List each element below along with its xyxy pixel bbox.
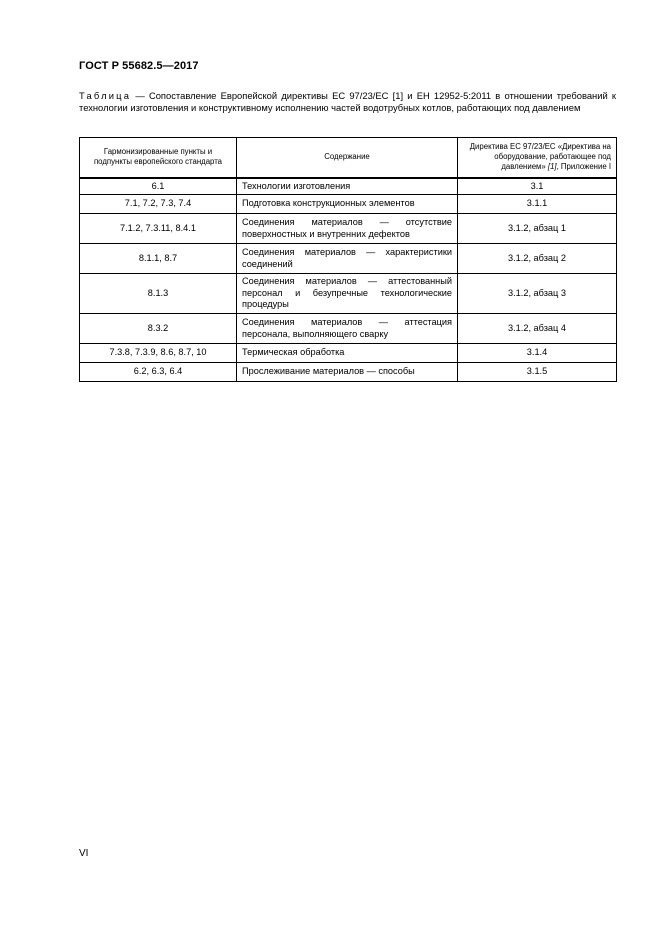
- table-row: [80, 363, 617, 382]
- cell-clauses: 8.3.2: [80, 314, 237, 344]
- directive-header-annex: , Приложение I: [556, 162, 611, 172]
- cell-clauses: 7.1, 7.2, 7.3, 7.4: [80, 195, 237, 214]
- cell-content: Соединения материалов — аттестация персонала, выполняющего сварку: [237, 314, 458, 344]
- cell-directive: 3.1.1: [458, 195, 617, 214]
- cell-directive: 3.1.5: [458, 363, 617, 382]
- directive-header-text: Директива ЕС 97/23/ЕС «Директива на оборудование, работающее под давлением»: [469, 142, 611, 172]
- column-header-directive: [458, 138, 617, 178]
- cell-content: Термическая обработка: [237, 344, 458, 363]
- table-row: [80, 178, 617, 195]
- cell-clauses: 7.3.8, 7.3.9, 8.6, 8.7, 10: [80, 344, 237, 363]
- cell-directive: 3.1.4: [458, 344, 617, 363]
- cell-clauses: 6.2, 6.3, 6.4: [80, 363, 237, 382]
- page-number: VI: [79, 848, 89, 859]
- document-header: ГОСТ Р 55682.5—2017: [79, 60, 199, 72]
- cell-clauses: 8.1.1, 8.7: [80, 244, 237, 274]
- table-row: [80, 214, 617, 244]
- cell-directive: 3.1.2, абзац 1: [458, 214, 617, 244]
- table-row: [80, 195, 617, 214]
- cell-clauses: 7.1.2, 7.3.11, 8.4.1: [80, 214, 237, 244]
- table-row: [80, 344, 617, 363]
- cell-content: Соединения материалов — аттестованный персонал и безупречные технологические процедуры: [237, 274, 458, 314]
- cell-directive: 3.1.2, абзац 3: [458, 274, 617, 314]
- cell-content: Соединения материалов — отсутствие поверхностных и внутренних дефектов: [237, 214, 458, 244]
- cell-content: Подготовка конструкционных элементов: [237, 195, 458, 214]
- cell-directive: 3.1.2, абзац 4: [458, 314, 617, 344]
- cell-content: Прослеживание материалов — способы: [237, 363, 458, 382]
- column-header-content: Содержание: [237, 138, 458, 178]
- caption-text: — Сопоставление Европейской директивы ЕС 97/23/ЕС [1] и ЕН 12952-5:2011 в отношении требований к технологии изготовления и конструктивному исполнению частей водотрубных котлов, работающих под давлением: [79, 90, 616, 113]
- directive-header-ref: [1]: [547, 162, 557, 172]
- cell-directive: 3.1: [458, 178, 617, 195]
- cell-directive: 3.1.2, абзац 2: [458, 244, 617, 274]
- table-header-row: [80, 138, 617, 178]
- table-caption: [79, 90, 616, 114]
- table-row: [80, 314, 617, 344]
- cell-content: Соединения материалов — характеристики соединений: [237, 244, 458, 274]
- cell-content: Технологии изготовления: [237, 178, 458, 195]
- cell-clauses: 6.1: [80, 178, 237, 195]
- table-row: [80, 274, 617, 314]
- table-row: [80, 244, 617, 274]
- cell-clauses: 8.1.3: [80, 274, 237, 314]
- column-header-clauses: Гармонизированные пункты и подпункты европейского стандарта: [80, 138, 237, 178]
- comparison-table: [79, 137, 617, 382]
- caption-label: Таблица: [79, 90, 132, 101]
